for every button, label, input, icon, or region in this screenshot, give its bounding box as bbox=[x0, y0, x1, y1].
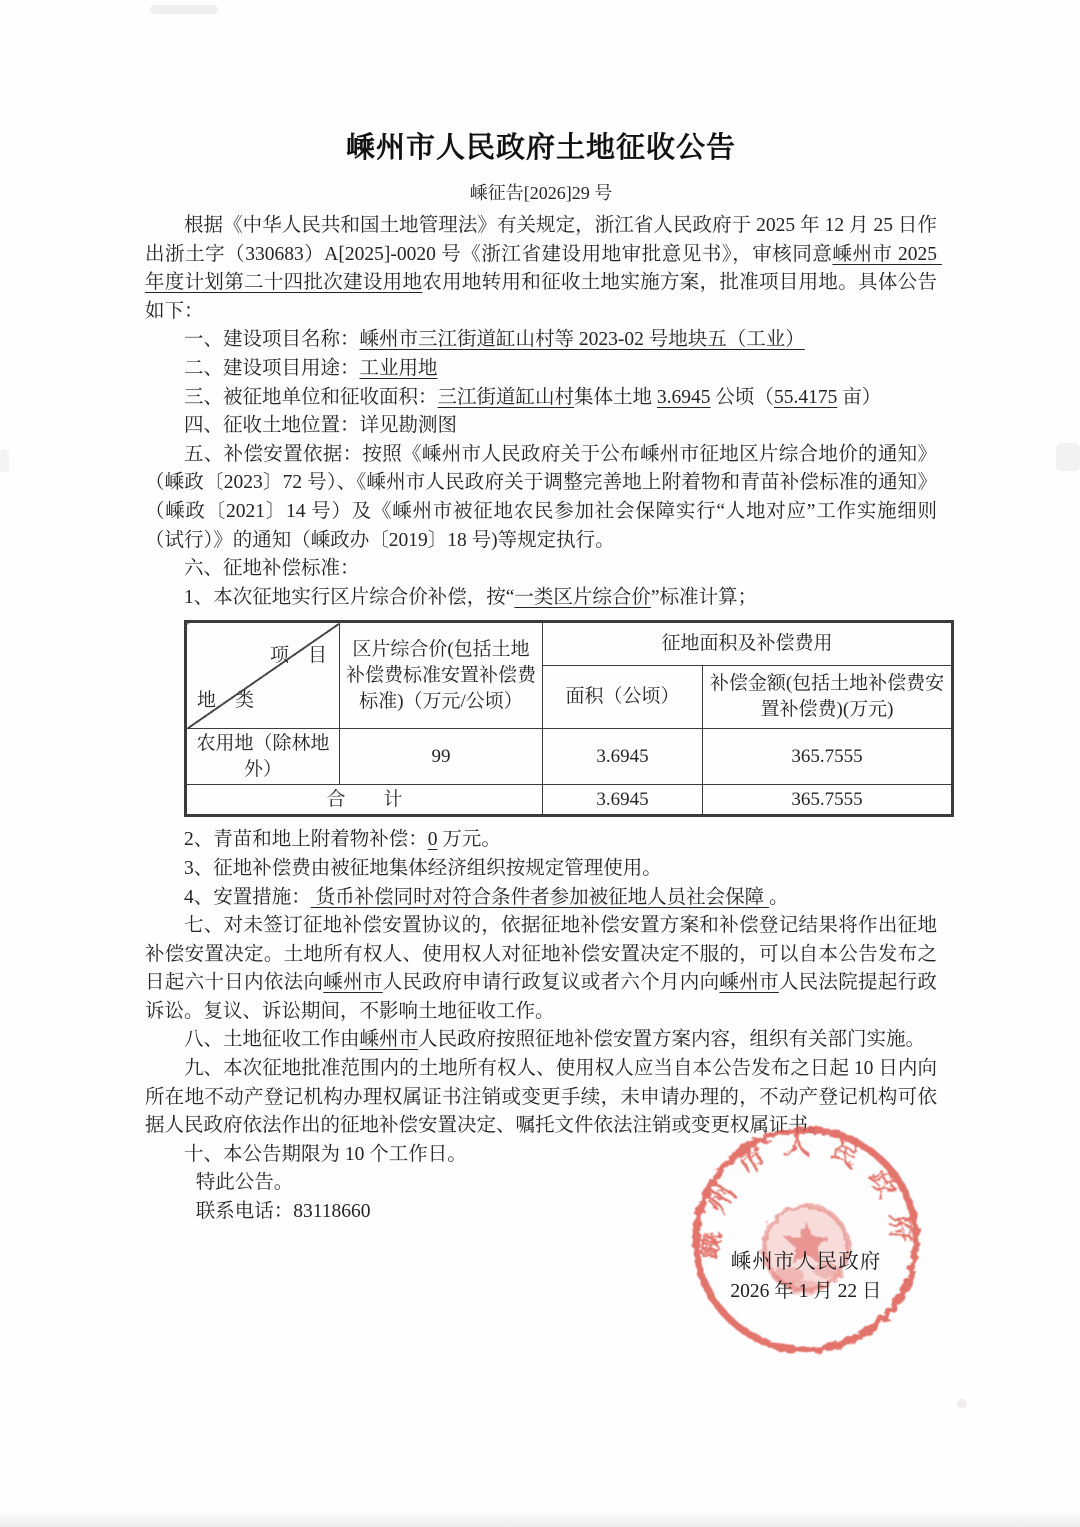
post-table-paragraph-1 bbox=[145, 826, 937, 855]
underlined-text: 货币补偿同时对符合条件者参加被征地人员社会保障 bbox=[310, 886, 770, 908]
underlined-text: 嵊州市 bbox=[359, 1029, 419, 1051]
pre-table-paragraph-3 bbox=[145, 355, 937, 384]
text: 特此公告。 bbox=[195, 1172, 294, 1194]
corner-label-project: 项 目 bbox=[269, 645, 327, 667]
text: 五、补偿安置依据：按照《嵊州市人民政府关于公布嵊州市征地区片综合地价的通知》（嵊政〔2023〕72 号）、《嵊州市人民政府关于调整完善地上附着物和青苗补偿标准的通知》（嵊政〔2021〕14 号）及《嵊州市被征地农民参加社会保障实行“人地对应”工作实施细则（试行）》的通知（嵊政办〔2019〕18 号)等规定执行。 bbox=[145, 443, 937, 551]
page-title: 嵊州市人民政府土地征收公告 bbox=[345, 132, 736, 164]
text: 二、建设项目用途： bbox=[184, 357, 360, 379]
cell-area: 3.6945 bbox=[543, 729, 703, 785]
underlined-text: 0 bbox=[427, 829, 438, 851]
pre-table-paragraph-1 bbox=[145, 212, 942, 326]
scan-artifact bbox=[1056, 443, 1080, 471]
text: 根据《中华人民共和国土地管理法》有关规定，浙江省人民政府于 2025 年 12 月 25 日作出浙土字（330683）A[2025]-0020 号《浙江省建设用地审批意见书》，审核同意 bbox=[145, 215, 937, 265]
text: 八、土地征收工作由 bbox=[184, 1029, 360, 1051]
scan-artifact bbox=[0, 449, 9, 473]
table-corner-cell bbox=[186, 622, 340, 729]
official-seal bbox=[684, 1118, 928, 1362]
text: 2、青苗和地上附着物补偿： bbox=[184, 829, 428, 851]
scan-artifact bbox=[957, 1399, 967, 1408]
underlined-text: 一类区片综合价 bbox=[514, 586, 651, 608]
text: 十、本公告期限为 10 个工作日。 bbox=[184, 1143, 467, 1165]
text: 公顷（ bbox=[710, 386, 774, 408]
post-table-paragraph-3 bbox=[145, 884, 937, 913]
underlined-text: 工业用地 bbox=[359, 357, 438, 379]
pre-table-paragraph-5 bbox=[145, 412, 937, 441]
seal-arc-text: 嵊州市人民政府 bbox=[695, 1129, 917, 1260]
text: 四、征收土地位置：详见勘测图 bbox=[184, 415, 458, 437]
text: 六、征地补偿标准： bbox=[184, 558, 360, 580]
text: 人民政府申请行政复议或者六个月内向 bbox=[382, 972, 720, 994]
underlined-text: 嵊州市 2025 年度计划第二十四批次建设用地 bbox=[145, 243, 942, 294]
total-amount: 365.7555 bbox=[703, 785, 953, 816]
text: 1、本次征地实行区片综合价补偿，按“ bbox=[184, 586, 515, 608]
scan-edge-shadow bbox=[0, 1510, 1080, 1527]
compensation-table bbox=[184, 620, 954, 817]
underlined-text: 3.6945 bbox=[656, 386, 711, 408]
text: 一、建设项目名称： bbox=[184, 329, 360, 351]
column-header-amount: 补偿金额(包括土地补偿费安置补偿费)(万元) bbox=[703, 666, 953, 729]
cell-price: 99 bbox=[340, 729, 543, 785]
scan-artifact bbox=[150, 5, 218, 14]
cell-land-type: 农用地（除林地外） bbox=[186, 729, 340, 785]
signature-name: 嵊州市人民政府 bbox=[730, 1251, 882, 1273]
signature-date: 2026 年 1 月 22 日 bbox=[730, 1281, 882, 1302]
column-header-area: 面积（公顷） bbox=[543, 666, 703, 729]
text: 联系电话：83118660 bbox=[195, 1201, 371, 1223]
body-before-table bbox=[145, 212, 942, 612]
document-number: 嵊征告[2026]29 号 bbox=[469, 183, 613, 203]
table-total-row bbox=[186, 785, 953, 816]
underlined-text: 嵊州市 bbox=[323, 972, 383, 994]
total-area: 3.6945 bbox=[543, 785, 703, 816]
pre-table-paragraph-4 bbox=[145, 384, 937, 413]
text: 九、本次征地批准范围内的土地所有权人、使用权人应当自本公告发布之日起 10 日内向所在地不动产登记机构办理权属证书注销或变更手续，未申请办理的，不动产登记机构可依据人民政府依法作出的征地补偿安置决定、嘱托文件依法注销或变更权属证书。 bbox=[145, 1058, 937, 1137]
pre-table-paragraph-8 bbox=[145, 584, 937, 613]
text: 3、征地补偿费由被征地集体经济组织按规定管理使用。 bbox=[184, 857, 662, 879]
pre-table-paragraph-6 bbox=[145, 441, 937, 555]
total-label: 合 计 bbox=[186, 785, 543, 816]
text: 七、对未签订征地补偿安置协议的，依据征地补偿安置方案和补偿登记结果将作出征地补偿安置决定。土地所有权人、使用权人对征地补偿安置决定不服的，可以自本公告发布之日起六十日内依法向 bbox=[145, 915, 937, 994]
text: 4、安置措施： bbox=[184, 886, 311, 908]
post-table-paragraph-2 bbox=[145, 855, 937, 884]
underlined-text: 嵊州市三江街道缸山村等 2023-02 号地块五（工业） bbox=[359, 329, 805, 351]
column-header-price: 区片综合价(包括土地补偿费标准安置补偿费标准)（万元/公顷） bbox=[340, 622, 543, 729]
text: 亩） bbox=[837, 386, 882, 408]
text: 人民法院提起行政诉讼。复议、诉讼期间，不影响土地征收工作。 bbox=[145, 972, 937, 1022]
post-table-paragraph-5 bbox=[145, 1026, 937, 1055]
table-row bbox=[186, 729, 953, 785]
column-group-header: 征地面积及补偿费用 bbox=[543, 622, 953, 666]
text: 三、被征地单位和征收面积： bbox=[184, 386, 438, 408]
pre-table-paragraph-7 bbox=[145, 555, 937, 584]
cell-amount: 365.7555 bbox=[703, 729, 953, 785]
text: 农用地转用和征收土地实施方案，批准项目用地。具体公告如下： bbox=[145, 272, 937, 322]
pre-table-paragraph-2 bbox=[145, 326, 937, 355]
text: 人民政府按照征地补偿安置方案内容，组织有关部门实施。 bbox=[418, 1029, 926, 1051]
document-content bbox=[145, 130, 945, 1227]
text: 集体土地 bbox=[574, 386, 657, 408]
text: 。 bbox=[769, 886, 789, 908]
corner-label-landtype: 地 类 bbox=[197, 690, 255, 712]
text: 万元。 bbox=[437, 829, 501, 851]
underlined-text: 55.4175 bbox=[773, 386, 838, 408]
text: ”标准计算； bbox=[650, 586, 758, 608]
post-table-paragraph-4 bbox=[145, 912, 937, 1026]
underlined-text: 嵊州市 bbox=[719, 972, 779, 994]
underlined-text: 三江街道缸山村 bbox=[437, 386, 575, 408]
